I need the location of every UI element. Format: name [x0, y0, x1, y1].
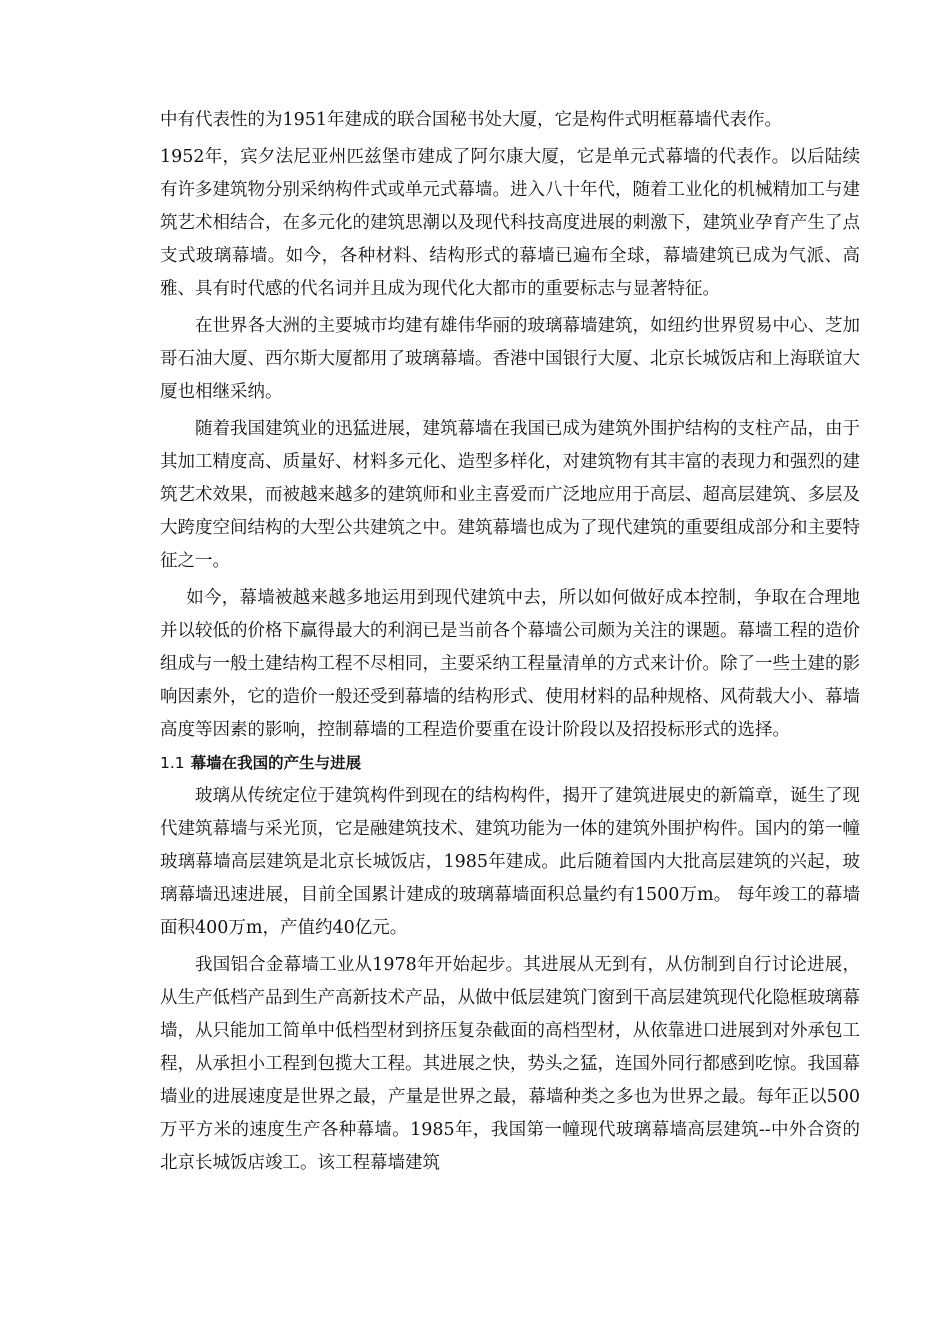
paragraph-continuation: 中有代表性的为1951年建成的联合国秘书处大厦，它是构件式明框幕墙代表作。 [160, 110, 783, 130]
paragraph-glass-evolution: 玻璃从传统定位于建筑构件到现在的结构构件，揭开了建筑进展史的新篇章，诞生了现代建筑幕墙与采光顶，它是融建筑技术、建筑功能为一体的建筑外围护构件。国内的第一幢玻璃幕墙高层建筑是北京长城饭店，1985年建成。此后随着国内大批高层建筑的兴起，玻璃幕墙迅速进展，目前全国累计建成的玻璃幕墙面积总量约有1500万m。 每年竣工的幕墙面积400万m，产值约40亿元。 [160, 786, 860, 938]
paragraph-world-cities: 在世界各大洲的主要城市均建有雄伟华丽的玻璃幕墙建筑，如纽约世界贸易中心、芝加哥石油大厦、西尔斯大厦都用了玻璃幕墙。香港中国银行大厦、北京长城饭店和上海联谊大厦也相继采纳。 [160, 316, 860, 402]
document-body [160, 104, 860, 1180]
paragraph-aluminum-industry: 我国铝合金幕墙工业从1978年开始起步。其进展从无到有，从仿制到自行讨论进展，从生产低档产品到生产高新技术产品，从做中低层建筑门窗到干高层建筑现代化隐框玻璃幕墙，从只能加工简单中低档型材到挤压复杂截面的高档型材，从依靠进口进展到对外承包工程，从承担小工程到包揽大工程。其进展之快，势头之猛，连国外同行都感到吃惊。我国幕墙业的进展速度是世界之最，产量是世界之最，幕墙种类之多也为世界之最。每年正以500万平方米的速度生产各种幕墙。1985年，我国第一幢现代玻璃幕墙高层建筑--中外合资的北京长城饭店竣工。该工程幕墙建筑 [160, 955, 860, 1173]
section-number: 1.1 [160, 754, 185, 772]
paragraph-china-industry: 随着我国建筑业的迅猛进展，建筑幕墙在我国已成为建筑外围护结构的支柱产品，由于其加工精度高、质量好、材料多元化、造型多样化，对建筑物有其丰富的表现力和强烈的建筑艺术效果，而被越来越多的建筑师和业主喜爱而广泛地应用于高层、超高层建筑、多层及大跨度空间结构的大型公共建筑之中。建筑幕墙也成为了现代建筑的重要组成部分和主要特征之一。 [160, 419, 860, 571]
paragraph-history: 1952年，宾夕法尼亚州匹兹堡市建成了阿尔康大厦，它是单元式幕墙的代表作。以后陆续有许多建筑物分别采纳构件式或单元式幕墙。进入八十年代，随着工业化的机械精加工与建筑艺术相结合，在多元化的建筑思潮以及现代科技高度进展的刺激下，建筑业孕育产生了点支式玻璃幕墙。如今，各种材料、结构形式的幕墙已遍布全球，幕墙建筑已成为气派、高雅、具有时代感的代名词并且成为现代化大都市的重要标志与显著特征。 [160, 147, 860, 299]
section-title: 幕墙在我国的产生与进展 [190, 754, 362, 772]
paragraph-cost-control: 如今，幕墙被越来越多地运用到现代建筑中去，所以如何做好成本控制，争取在合理地并以较低的价格下赢得最大的利润已是当前各个幕墙公司颇为关注的课题。幕墙工程的造价组成与一般土建结构工程不尽相同，主要采纳工程量清单的方式来计价。除了一些土建的影响因素外，它的造价一般还受到幕墙的结构形式、使用材料的品种规格、风荷载大小、幕墙高度等因素的影响，控制幕墙的工程造价要重在设计阶段以及招投标形式的选择。 [160, 588, 860, 740]
section-heading [160, 747, 860, 780]
